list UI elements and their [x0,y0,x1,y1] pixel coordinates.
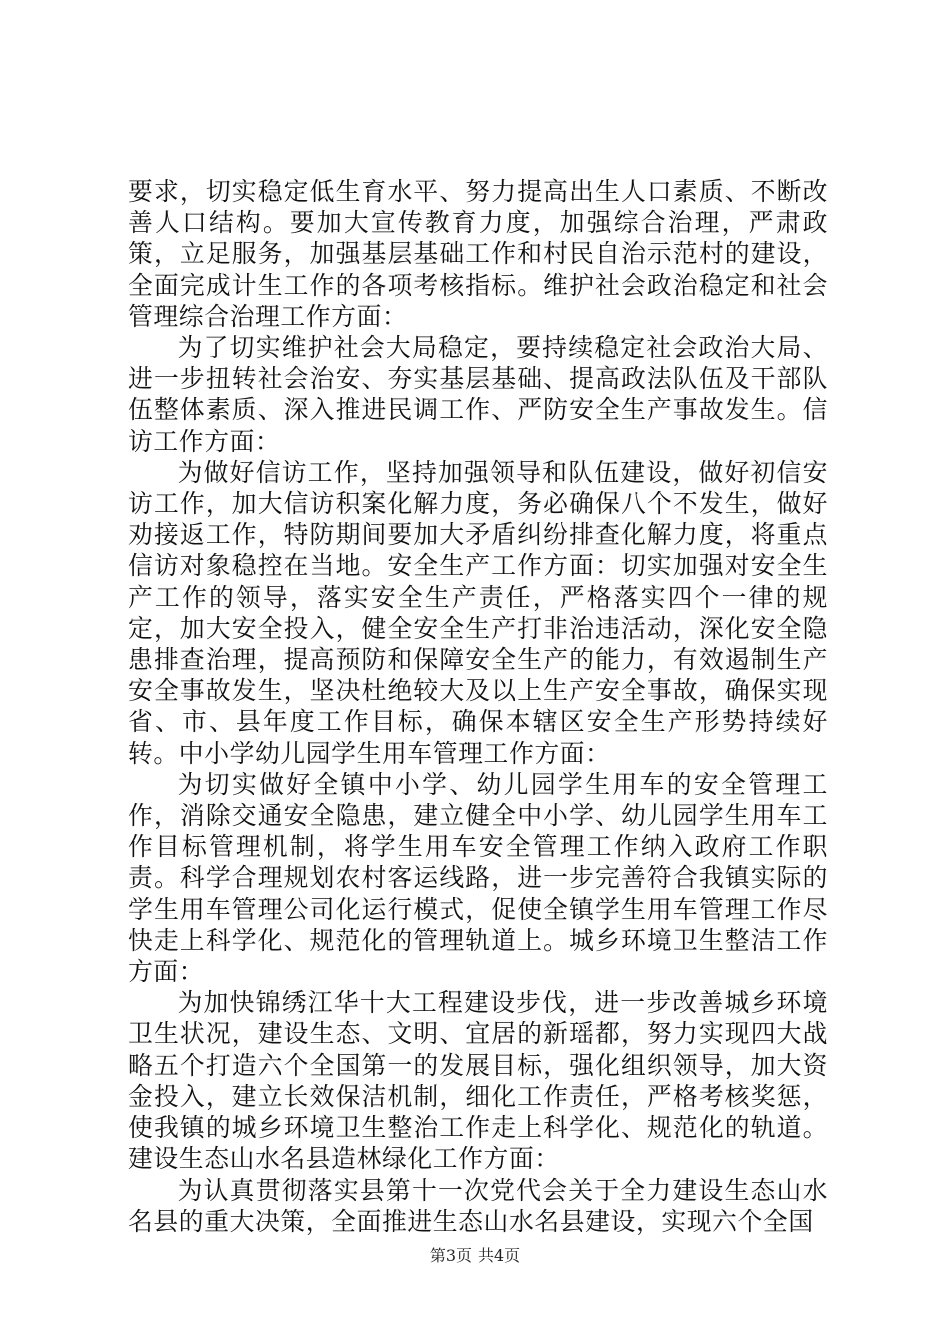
page-total: 共4页 [478,1246,521,1265]
paragraph-environment: 为加快锦绣江华十大工程建设步伐，进一步改善城乡环境卫生状况，建设生态、文明、宜居的新瑶都，努力实现四大战略五个打造六个全国第一的发展目标，强化组织领导，加大资金投入，建立长效保洁机制，细化工作责任，严格考核奖惩，使我镇的城乡环境卫生整治工作走上科学化、规范化的轨道。建设生态山水名县造林绿化工作方面： [128,988,828,1174]
paragraph-petition-safety: 为做好信访工作，坚持加强领导和队伍建设，做好初信安访工作，加大信访积案化解力度，务必确保八个不发生，做好劝接返工作，特防期间要加大矛盾纠纷排查化解力度，将重点信访对象稳控在当地。安全生产工作方面：切实加强对安全生产工作的领导，落实安全生产责任，严格落实四个一律的规定，加大安全投入，健全安全生产打非治违活动，深化安全隐患排查治理，提高预防和保障安全生产的能力，有效遏制生产安全事故发生，坚决杜绝较大及以上生产安全事故，确保实现省、市、县年度工作目标，确保本辖区安全生产形势持续好转。中小学幼儿园学生用车管理工作方面： [128,457,828,768]
body-text [128,176,828,1237]
paragraph-student-vehicles: 为切实做好全镇中小学、幼儿园学生用车的安全管理工作，消除交通安全隐患，建立健全中小学、幼儿园学生用车工作目标管理机制，将学生用车安全管理工作纳入政府工作职责。科学合理规划农村客运线路，进一步完善符合我镇实际的学生用车管理公司化运行模式，促使全镇学生用车管理工作尽快走上科学化、规范化的管理轨道上。城乡环境卫生整洁工作方面： [128,769,828,987]
paragraph-social-stability: 为了切实维护社会大局稳定，要持续稳定社会政治大局、进一步扭转社会治安、夯实基层基础、提高政法队伍及干部队伍整体素质、深入推进民调工作、严防安全生产事故发生。信访工作方面： [128,333,828,456]
page-number: 第3页 [429,1246,472,1265]
paragraph-afforestation: 为认真贯彻落实县第十一次党代会关于全力建设生态山水名县的重大决策，全面推进生态山水名县建设，实现六个全国 [128,1175,828,1236]
page-footer [0,1243,950,1266]
paragraph-continuation: 要求，切实稳定低生育水平、努力提高出生人口素质、不断改善人口结构。要加大宣传教育力度，加强综合治理，严肃政策，立足服务，加强基层基础工作和村民自治示范村的建设，全面完成计生工作的各项考核指标。维护社会政治稳定和社会管理综合治理工作方面： [128,177,828,331]
